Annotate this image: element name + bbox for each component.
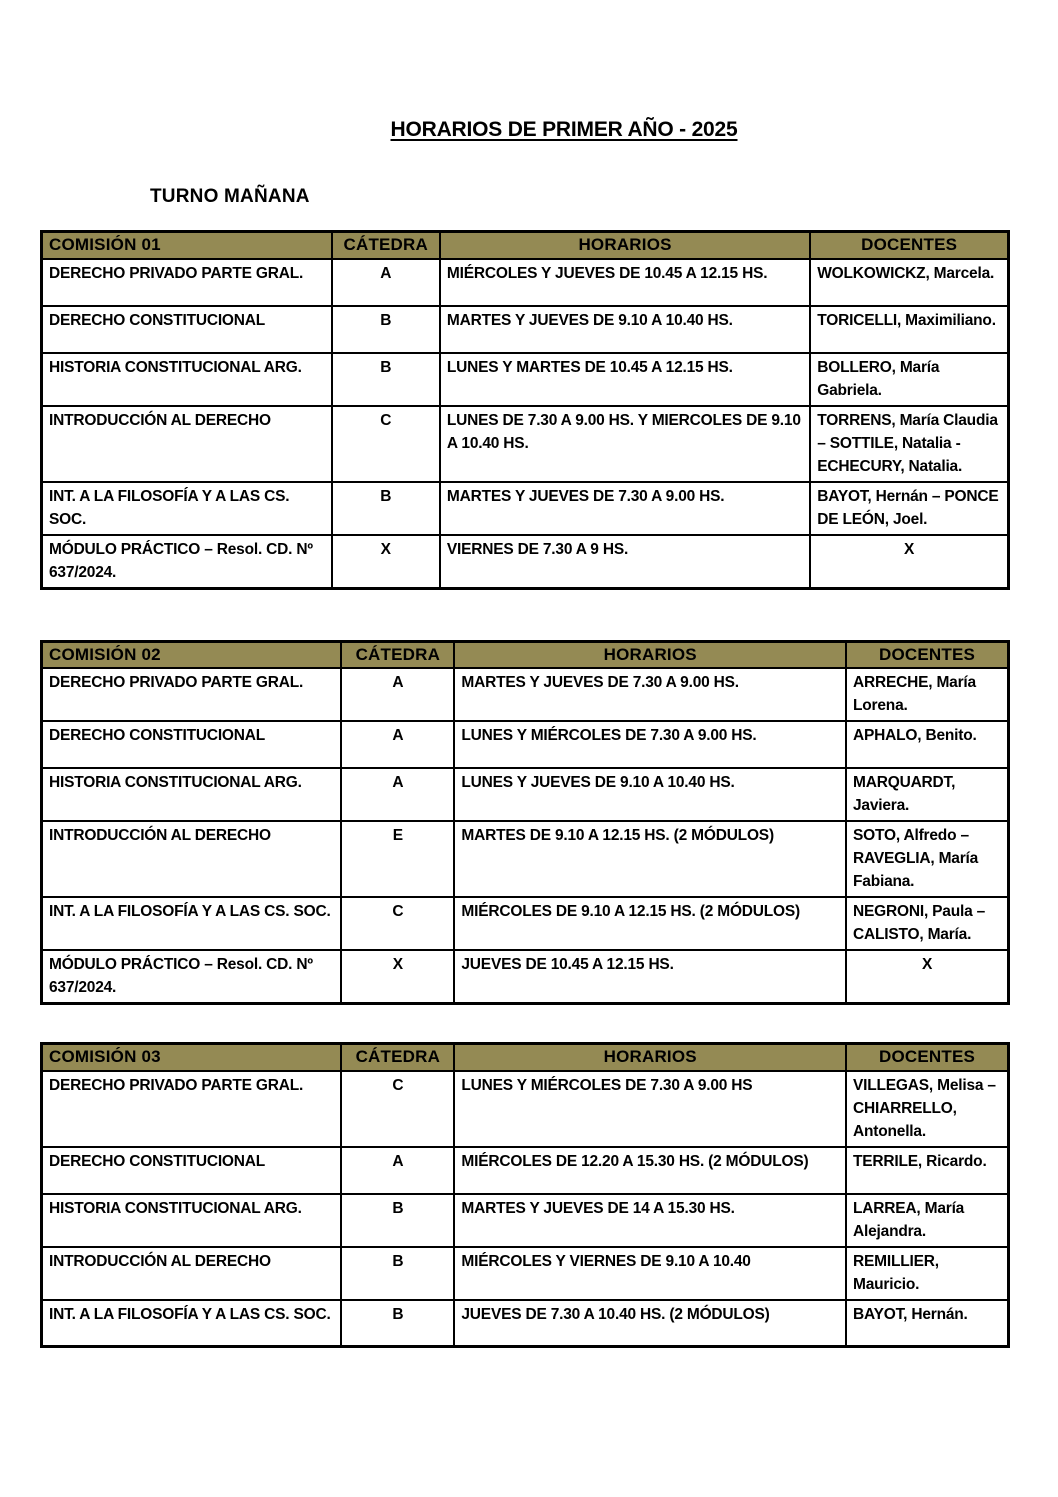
- table-cell: C: [332, 406, 440, 482]
- column-header: DOCENTES: [810, 232, 1008, 259]
- table-cell: B: [341, 1300, 454, 1347]
- table-cell: MÓDULO PRÁCTICO – Resol. CD. Nº 637/2024.: [42, 950, 342, 1004]
- table-cell: MARTES DE 9.10 A 12.15 HS. (2 MÓDULOS): [454, 821, 846, 897]
- table-cell: E: [341, 821, 454, 897]
- table-row: [42, 897, 1009, 950]
- table-cell: A: [341, 668, 454, 721]
- column-header: CÁTEDRA: [341, 641, 454, 668]
- table-cell: MÓDULO PRÁCTICO – Resol. CD. Nº 637/2024.: [42, 535, 332, 589]
- table-cell: X: [846, 950, 1008, 1004]
- table-row: [42, 768, 1009, 821]
- table-cell: ARRECHE, María Lorena.: [846, 668, 1008, 721]
- column-header: HORARIOS: [440, 232, 810, 259]
- schedule-table-comision-03: [40, 1042, 1010, 1348]
- table-cell: TORICELLI, Maximiliano.: [810, 306, 1008, 353]
- table-cell: X: [341, 950, 454, 1004]
- table-row: [42, 721, 1009, 768]
- table-cell: B: [332, 353, 440, 406]
- table-cell: A: [341, 721, 454, 768]
- table-cell: APHALO, Benito.: [846, 721, 1008, 768]
- column-header: COMISIÓN 02: [42, 641, 342, 668]
- table-cell: C: [341, 1071, 454, 1147]
- table-cell: B: [341, 1247, 454, 1300]
- table-cell: LUNES Y JUEVES DE 9.10 A 10.40 HS.: [454, 768, 846, 821]
- table-row: [42, 259, 1009, 306]
- tables-area: [40, 230, 1010, 1348]
- table-row: [42, 821, 1009, 897]
- column-header: COMISIÓN 01: [42, 232, 332, 259]
- column-header: CÁTEDRA: [341, 1044, 454, 1071]
- column-header: CÁTEDRA: [332, 232, 440, 259]
- table-header-row: [42, 232, 1009, 259]
- table-row: [42, 1147, 1009, 1194]
- table-gap: [40, 590, 1010, 640]
- table-cell: BAYOT, Hernán.: [846, 1300, 1008, 1347]
- table-cell: MARQUARDT, Javiera.: [846, 768, 1008, 821]
- schedule-table-comision-02: [40, 640, 1010, 1006]
- table-cell: NEGRONI, Paula – CALISTO, María.: [846, 897, 1008, 950]
- table-row: [42, 1300, 1009, 1347]
- table-header-row: [42, 1044, 1009, 1071]
- table-cell: SOTO, Alfredo – RAVEGLIA, María Fabiana.: [846, 821, 1008, 897]
- table-row: [42, 668, 1009, 721]
- table-cell: DERECHO CONSTITUCIONAL: [42, 721, 342, 768]
- table-row: [42, 1194, 1009, 1247]
- table-cell: MIÉRCOLES Y VIERNES DE 9.10 A 10.40: [454, 1247, 846, 1300]
- table-cell: A: [341, 768, 454, 821]
- table-cell: DERECHO CONSTITUCIONAL: [42, 306, 332, 353]
- table-cell: MARTES Y JUEVES DE 9.10 A 10.40 HS.: [440, 306, 810, 353]
- table-cell: X: [810, 535, 1008, 589]
- table-cell: INTRODUCCIÓN AL DERECHO: [42, 1247, 342, 1300]
- column-header: COMISIÓN 03: [42, 1044, 342, 1071]
- table-cell: INTRODUCCIÓN AL DERECHO: [42, 406, 332, 482]
- table-cell: DERECHO CONSTITUCIONAL: [42, 1147, 342, 1194]
- table-cell: LARREA, María Alejandra.: [846, 1194, 1008, 1247]
- table-cell: X: [332, 535, 440, 589]
- table-cell: JUEVES DE 10.45 A 12.15 HS.: [454, 950, 846, 1004]
- table-cell: LUNES Y MIÉRCOLES DE 7.30 A 9.00 HS: [454, 1071, 846, 1147]
- table-cell: INT. A LA FILOSOFÍA Y A LAS CS. SOC.: [42, 1300, 342, 1347]
- table-cell: C: [341, 897, 454, 950]
- table-cell: MIÉRCOLES DE 9.10 A 12.15 HS. (2 MÓDULOS): [454, 897, 846, 950]
- table-cell: BAYOT, Hernán – PONCE DE LEÓN, Joel.: [810, 482, 1008, 535]
- table-cell: HISTORIA CONSTITUCIONAL ARG.: [42, 353, 332, 406]
- table-cell: TERRILE, Ricardo.: [846, 1147, 1008, 1194]
- column-header: HORARIOS: [454, 641, 846, 668]
- table-cell: REMILLIER, Mauricio.: [846, 1247, 1008, 1300]
- table-cell: VIERNES DE 7.30 A 9 HS.: [440, 535, 810, 589]
- table-cell: MIÉRCOLES DE 12.20 A 15.30 HS. (2 MÓDULOS): [454, 1147, 846, 1194]
- column-header: DOCENTES: [846, 641, 1008, 668]
- table-cell: JUEVES DE 7.30 A 10.40 HS. (2 MÓDULOS): [454, 1300, 846, 1347]
- table-row: [42, 1247, 1009, 1300]
- table-cell: BOLLERO, María Gabriela.: [810, 353, 1008, 406]
- table-cell: LUNES Y MIÉRCOLES DE 7.30 A 9.00 HS.: [454, 721, 846, 768]
- table-cell: WOLKOWICKZ, Marcela.: [810, 259, 1008, 306]
- column-header: DOCENTES: [846, 1044, 1008, 1071]
- column-header: HORARIOS: [454, 1044, 846, 1071]
- table-cell: TORRENS, María Claudia – SOTTILE, Natalia - ECHECURY, Natalia.: [810, 406, 1008, 482]
- table-cell: LUNES DE 7.30 A 9.00 HS. Y MIERCOLES DE 9.10 A 10.40 HS.: [440, 406, 810, 482]
- table-cell: B: [332, 306, 440, 353]
- table-cell: LUNES Y MARTES DE 10.45 A 12.15 HS.: [440, 353, 810, 406]
- table-cell: VILLEGAS, Melisa – CHIARRELLO, Antonella.: [846, 1071, 1008, 1147]
- section-subtitle: TURNO MAÑANA: [150, 186, 310, 207]
- table-row: [42, 353, 1009, 406]
- table-cell: HISTORIA CONSTITUCIONAL ARG.: [42, 1194, 342, 1247]
- schedule-table-comision-01: [40, 230, 1010, 590]
- table-cell: DERECHO PRIVADO PARTE GRAL.: [42, 1071, 342, 1147]
- table-cell: INT. A LA FILOSOFÍA Y A LAS CS. SOC.: [42, 897, 342, 950]
- table-cell: A: [341, 1147, 454, 1194]
- table-gap: [40, 1005, 1010, 1042]
- table-cell: DERECHO PRIVADO PARTE GRAL.: [42, 668, 342, 721]
- table-cell: INTRODUCCIÓN AL DERECHO: [42, 821, 342, 897]
- table-cell: B: [332, 482, 440, 535]
- table-cell: INT. A LA FILOSOFÍA Y A LAS CS. SOC.: [42, 482, 332, 535]
- table-cell: DERECHO PRIVADO PARTE GRAL.: [42, 259, 332, 306]
- table-cell: MIÉRCOLES Y JUEVES DE 10.45 A 12.15 HS.: [440, 259, 810, 306]
- table-header-row: [42, 641, 1009, 668]
- table-cell: MARTES Y JUEVES DE 14 A 15.30 HS.: [454, 1194, 846, 1247]
- table-row: [42, 535, 1009, 589]
- table-row: [42, 306, 1009, 353]
- table-row: [42, 406, 1009, 482]
- table-row: [42, 950, 1009, 1004]
- table-row: [42, 1071, 1009, 1147]
- table-cell: MARTES Y JUEVES DE 7.30 A 9.00 HS.: [454, 668, 846, 721]
- table-cell: HISTORIA CONSTITUCIONAL ARG.: [42, 768, 342, 821]
- page-title: HORARIOS DE PRIMER AÑO - 2025: [390, 118, 738, 141]
- table-row: [42, 482, 1009, 535]
- table-cell: MARTES Y JUEVES DE 7.30 A 9.00 HS.: [440, 482, 810, 535]
- table-cell: B: [341, 1194, 454, 1247]
- table-cell: A: [332, 259, 440, 306]
